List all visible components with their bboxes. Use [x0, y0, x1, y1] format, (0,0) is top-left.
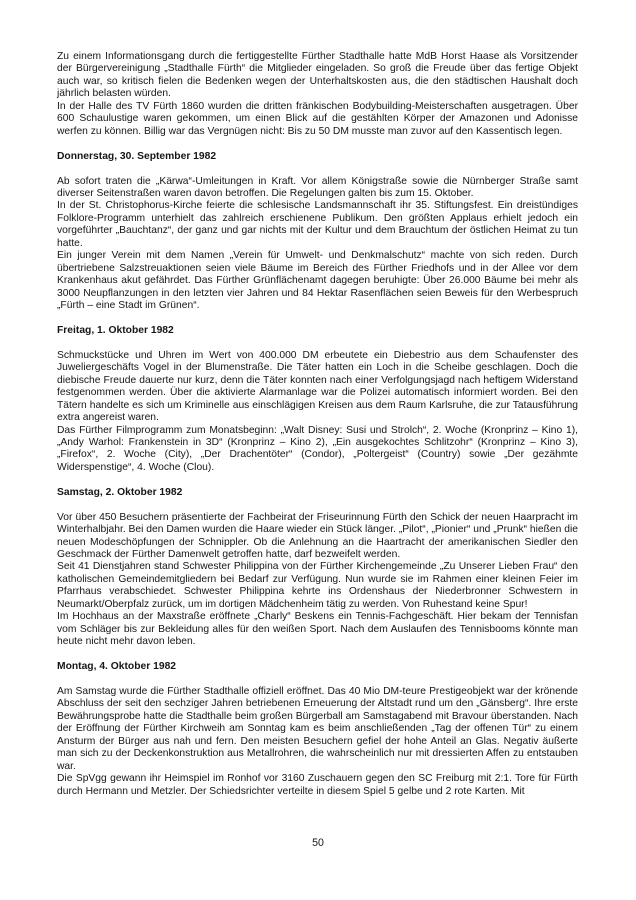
section-heading: Donnerstag, 30. September 1982	[57, 150, 217, 162]
paragraph: In der Halle des TV Fürth 1860 wurden die dritten fränkischen Bodybuilding-Meisterschaften ausgetragen. Über 600 Schaulustige waren gekommen, um einen Blick auf die gestählten Körper der Amazonen und Adonisse werfen zu können. Billig war das Vergnügen nicht: Bis zu 50 DM musste man zuvor auf den Kassentisch legen.	[57, 100, 578, 137]
paragraph: Das Fürther Filmprogramm zum Monatsbeginn: „Walt Disney: Susi und Strolch“, 2. Woche (Kronprinz – Kino 1), „Andy Warhol: Frankenstein in 3D“ (Kronprinz – Kino 2), „Ein ausgekochtes Schlitzohr“ (Kronprinz – Kino 3), „Firefox“, 2. Woche (City), „Der Drachentöter“ (Condor), „Poltergeist“ (Country) sowie „Der gezähmte Widerspenstige“, 4. Woche (Clou).	[57, 424, 578, 473]
paragraph: In der St. Christophorus-Kirche feierte die schlesische Landsmannschaft ihr 35. Stiftungsfest. Ein dreistündiges Folklore-Programm unterhielt das zahlreich erschienene Publikum. Den größten Applaus erhielt jedoch ein vorgeführter „Bauchtanz“, der ganz und gar nichts mit der Kultur und dem Brauchtum der östlichen Heimat zu tun hatte.	[57, 200, 578, 249]
section-heading: Samstag, 2. Oktober 1982	[57, 486, 183, 498]
paragraph: Zu einem Informationsgang durch die fertiggestellte Fürther Stadthalle hatte MdB Horst Haase als Vorsitzender der Bürgervereinigung „Stadthalle Fürth“ die Mitglieder eingeladen. So groß die Freude über das fertige Objekt auch war, so kritisch fielen die Bedenken wegen der Unterhaltskosten aus, die den städtischen Haushalt doch jährlich belasten würden.	[57, 51, 578, 100]
section-heading: Montag, 4. Oktober 1982	[57, 661, 177, 673]
page-number: 50	[312, 837, 324, 849]
paragraph: Vor über 450 Besuchern präsentierte der Fachbeirat der Friseurinnung Fürth den Schick der neuen Haarpracht im Winterhalbjahr. Bei den Damen wurden die Haare wieder ein Stück länger. „Pilot“, „Pionier“ und „Prunk“ hießen die neuen Modeschöpfungen der Schnippler. Ob die Anlehnung an die Haartracht der amerikanischen Siedler den Geschmack der Fürther Damenwelt getroffen hatte, darf bezweifelt werden.	[57, 511, 578, 561]
paragraph: Ein junger Verein mit dem Namen „Verein für Umwelt- und Denkmalschutz“ machte von sich reden. Durch übertriebene Salzstreuaktionen seien viele Bäume im Bereich des Fürther Friedhofs und in der Allee vor dem Krankenhaus akut gefährdet. Das Fürther Grünflächenamt dagegen beruhigte: Über 26.000 Bäume bei mehr als 3000 Neupflanzungen in den letzten vier Jahren und 84 Hektar Rasenflächen seien Beweis für den Werbespruch „Fürth – eine Stadt im Grünen“.	[57, 250, 578, 312]
section-heading: Freitag, 1. Oktober 1982	[57, 324, 174, 336]
paragraph: Am Samstag wurde die Fürther Stadthalle offiziell eröffnet. Das 40 Mio DM-teure Prestigeobjekt war der krönende Abschluss der seit den sechziger Jahren betriebenen Erneuerung der Altstadt rund um den „Gänsberg“. Ihre erste Bewährungsprobe hatte die Stadthalle beim großen Bürgerball am Samstagabend mit Bravour überstanden. Nach der Eröffnung der Fürther Kirchweih am Sonntag kam es beim anschließenden „Tag der offenen Tür“ zu einem Ansturm der Bürger aus nah und fern. Den meisten Besuchern gefiel der hohe Anteil an Glas. Negativ äußerte man sich zu der Deckenkonstruktion aus Metallrohren, die wahrscheinlich nur mit dressierten Affen zu entstauben war.	[57, 685, 578, 772]
paragraph: Ab sofort traten die „Kärwa“-Umleitungen in Kraft. Vor allem Königstraße sowie die Nürnberger Straße samt diverser Seitenstraßen waren davon betroffen. Die Regelungen galten bis zum 15. Oktober.	[57, 175, 578, 199]
paragraph: Seit 41 Dienstjahren stand Schwester Philippina von der Fürther Kirchengemeinde „Zu Unserer Lieben Frau“ den katholischen Gemeindemitgliedern bei Bedarf zur Verfügung. Nun wurde sie im Rahmen einer kleinen Feier im Pfarrhaus verabschiedet. Schwester Philippina kehrte ins Ordenshaus der Niederbronner Schwestern in Neumarkt/Oberpfalz zurück, um im dortigen Mädchenheim tätig zu werden. Von Ruhestand keine Spur!	[57, 561, 578, 610]
document-body	[57, 51, 578, 798]
paragraph: Die SpVgg gewann ihr Heimspiel im Ronhof vor 3160 Zuschauern gegen den SC Freiburg mit 2:1. Tore für Fürth durch Hermann und Metzler. Der Schiedsrichter verteilte in diesem Spiel 5 gelbe und 2 rote Karten. Mit	[57, 773, 578, 797]
paragraph: Schmuckstücke und Uhren im Wert von 400.000 DM erbeutete ein Diebestrio aus dem Schaufenster des Juweliergeschäfts Vogel in der Blumenstraße. Die Täter hatten ein Loch in die Scheibe geschlagen. Doch die diebische Freude dauerte nur kurz, denn die Täter konnten nach einer Verfolgungsjagd nach heftigem Widerstand festgenommen werden. Über die aktivierte Alarmanlage war die Polizei automatisch informiert worden. Bei den Tätern handelte es sich um Kriminelle aus einschlägigen Kreisen aus dem Raum Karlsruhe, die zur Tatausführung extra angereist waren.	[57, 349, 578, 424]
paragraph: Im Hochhaus an der Maxstraße eröffnete „Charly“ Beskens ein Tennis-Fachgeschäft. Hier bekam der Tennisfan vom Schläger bis zur Bekleidung alles für den weißen Sport. Nach dem Auslaufen des Tennisbooms könnte man heute nicht mehr davon leben.	[57, 611, 578, 648]
